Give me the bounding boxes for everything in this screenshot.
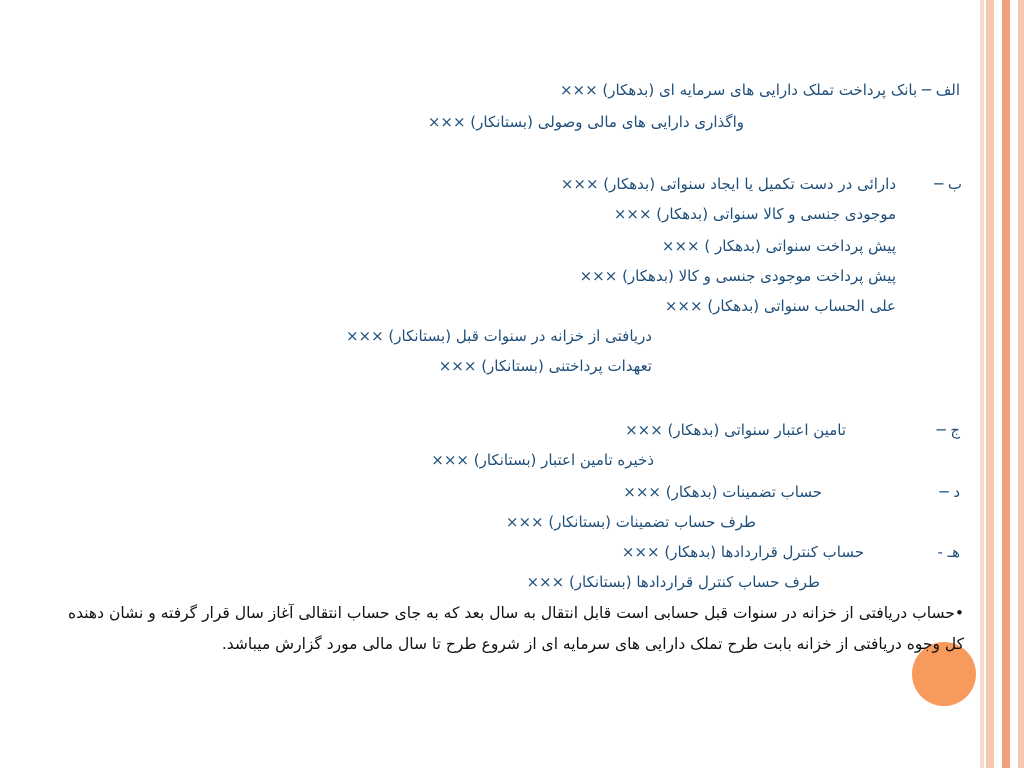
entry-dal-debit: حساب تضمینات (بدهکار) ×××: [623, 483, 822, 501]
entry-jim-debit: تامین اعتبار سنواتی (بدهکار) ×××: [625, 421, 846, 439]
entry-be-credit-1: دریافتی از خزانه در سنوات قبل (بستانکار) ×××: [345, 327, 652, 345]
entry-he-credit: طرف حساب کنترل قراردادها (بستانکار) ×××: [526, 573, 820, 591]
entry-be-debit-5: علی الحساب سنواتی (بدهکار) ×××: [664, 297, 896, 315]
entry-be-debit-1: دارائی در دست تکمیل یا ایجاد سنواتی (بدهکار) ×××: [560, 175, 896, 193]
entry-be-prefix: ب ─: [934, 175, 962, 193]
entry-dal-prefix: د ─: [939, 483, 960, 501]
entry-be-debit-2: موجودی جنسی و کالا سنواتی (بدهکار) ×××: [613, 205, 896, 223]
entry-alef-debit: الف ─ بانک پرداخت تملک دارایی های سرمایه ای (بدهکار) ×××: [559, 81, 960, 99]
entry-jim-credit: ذخیره تامین اعتبار (بستانکار) ×××: [431, 451, 654, 469]
entry-alef-credit: واگذاری دارایی های مالی وصولی (بستانکار) ×××: [427, 113, 744, 131]
entry-he-prefix: هـ -: [937, 543, 960, 561]
entry-dal-credit: طرف حساب تضمینات (بستانکار) ×××: [505, 513, 756, 531]
note-paragraph: •حساب دریافتی از خزانه در سنوات قبل حسابی است قابل انتقال به سال بعد که به جای حساب انتقالی آغاز سال قرار گرفته و نشان دهنده کل وجوه دریافتی از خزانه بابت طرح تملک دارایی های سرمایه ای از شروع طرح تا سال مالی مورد گزارش میباشد.: [68, 604, 964, 653]
entry-be-debit-3: پیش پرداخت سنواتی (بدهکار ) ×××: [661, 237, 896, 255]
entry-be-credit-2: تعهدات پرداختنی (بستانکار) ×××: [438, 357, 652, 375]
entry-be-debit-4: پیش پرداخت موجودی جنسی و کالا (بدهکار) ×××: [579, 267, 896, 285]
entry-he-debit: حساب کنترل قراردادها (بدهکار) ×××: [621, 543, 864, 561]
entry-jim-prefix: ج ─: [936, 421, 960, 439]
